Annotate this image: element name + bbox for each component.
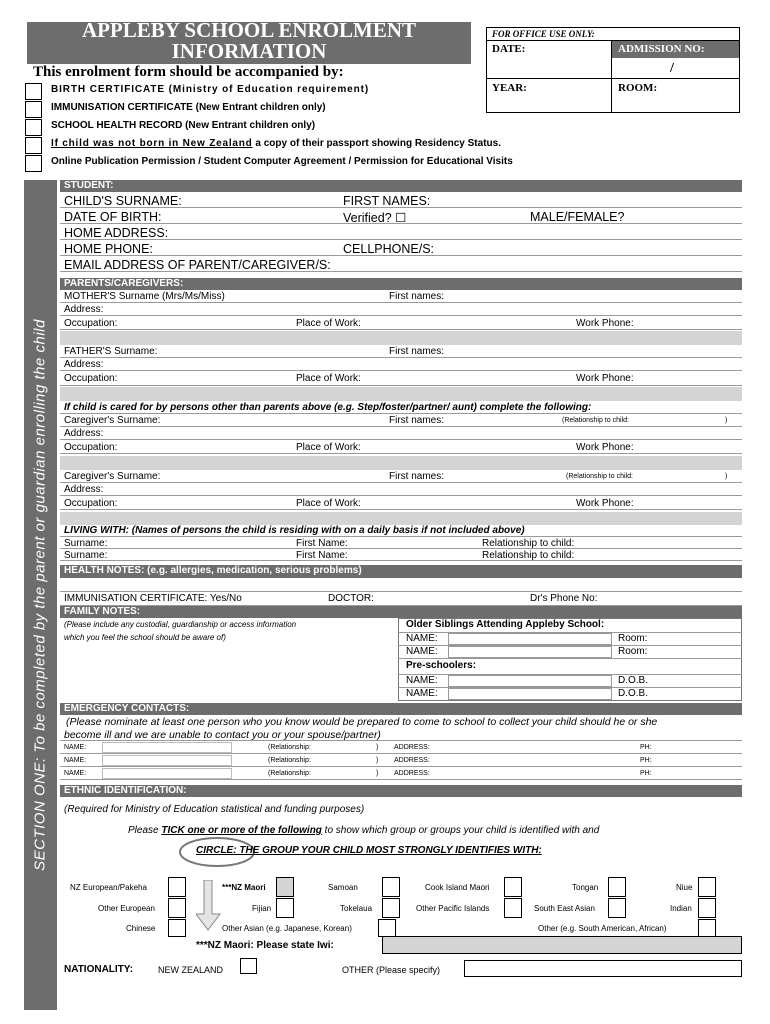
eth-niue-label: Niue — [676, 883, 693, 892]
caregiver1-surname-label: Caregiver's Surname: — [64, 415, 161, 426]
caregiver2-place-of-work-label: Place of Work: — [296, 498, 361, 509]
preschooler1-name-label: NAME: — [406, 675, 438, 686]
section-sidebar-text: SECTION ONE: To be completed by the parent or guardian enrolling the child — [31, 319, 49, 871]
emergency1-name-label: NAME: — [64, 744, 87, 751]
living1-relationship-label: Relationship to child: — [482, 538, 575, 549]
eth-indian-checkbox[interactable] — [698, 898, 716, 918]
cellphone-label: CELLPHONE/S: — [343, 242, 435, 256]
eth-se-asian-label: South East Asian — [534, 904, 595, 913]
emergency3-address-label: ADDRESS: — [394, 770, 430, 777]
eth-tongan-checkbox[interactable] — [608, 877, 626, 897]
ethnic-header: ETHNIC IDENTIFICATION: — [60, 785, 742, 797]
emergency2-relationship-label: (Relationship: — [268, 757, 311, 764]
nationality-other-field[interactable] — [464, 960, 742, 977]
father-address-label: Address: — [64, 359, 104, 370]
caregiver2-first-names-label: First names: — [389, 471, 445, 482]
parents-header: PARENTS/CAREGIVERS: — [60, 278, 742, 290]
emergency3-relationship-close: ) — [376, 770, 379, 777]
eth-other-pacific-label: Other Pacific Islands — [416, 904, 490, 913]
mother-occupation-label: Occupation: — [64, 318, 118, 329]
document-checkbox[interactable] — [25, 83, 42, 100]
office-date-label: DATE: — [492, 43, 526, 55]
enrolment-form — [60, 180, 742, 1010]
other-caregivers-note: If child is cared for by persons other than parents above (e.g. Step/foster/partner/ aunt) complete the following: — [64, 402, 592, 413]
father-first-names-label: First names: — [389, 346, 445, 357]
child-first-names-label: FIRST NAMES: — [343, 194, 431, 208]
iwi-field[interactable] — [382, 936, 742, 954]
document-label: BIRTH CERTIFICATE (Ministry of Education requirement) — [51, 84, 370, 95]
eth-tongan-label: Tongan — [572, 883, 599, 892]
living-with-header: LIVING WITH: (Names of persons the child is residing with on a daily basis if not included above) — [64, 525, 525, 536]
preschooler2-dob-label: D.O.B. — [618, 688, 649, 699]
eth-other-european-label: Other European — [98, 904, 155, 913]
caregiver2-relationship-close: ) — [725, 473, 728, 480]
emergency2-name-field[interactable] — [102, 755, 232, 766]
document-checkbox[interactable] — [25, 137, 42, 154]
eth-other-checkbox[interactable] — [698, 919, 716, 937]
office-room-label: ROOM: — [618, 82, 658, 94]
emergency1-name-field[interactable] — [102, 742, 232, 753]
eth-chinese-label: Chinese — [126, 924, 156, 933]
document-checkbox[interactable] — [25, 119, 42, 136]
sibling2-name-label: NAME: — [406, 646, 438, 657]
emergency2-address-label: ADDRESS: — [394, 757, 430, 764]
caregiver2-surname-label: Caregiver's Surname: — [64, 471, 161, 482]
eth-tokelaua-checkbox[interactable] — [382, 898, 400, 918]
email-label: EMAIL ADDRESS OF PARENT/CAREGIVER/S: — [64, 258, 331, 272]
eth-se-asian-checkbox[interactable] — [608, 898, 626, 918]
eth-nz-european-label: NZ European/Pakeha — [70, 883, 147, 892]
father-surname-label: FATHER'S Surname: — [64, 346, 158, 357]
eth-other-pacific-checkbox[interactable] — [504, 898, 522, 918]
preschooler2-name-label: NAME: — [406, 688, 438, 699]
section-sidebar — [24, 180, 57, 1010]
sibling2-name-field[interactable] — [448, 646, 612, 658]
father-occupation-label: Occupation: — [64, 373, 118, 384]
siblings-header: Older Siblings Attending Appleby School: — [406, 619, 605, 630]
other-specify-label: OTHER (Please specify) — [342, 965, 441, 975]
ethnic-tick-emphasis: TICK one or more of the following — [161, 825, 322, 836]
dob-verified-checkbox[interactable]: Verified? ☐ — [343, 211, 407, 225]
eth-other-asian-label: Other Asian (e.g. Japanese, Korean) — [222, 924, 352, 933]
eth-nz-european-checkbox[interactable] — [168, 877, 186, 897]
emergency-header: EMERGENCY CONTACTS: — [60, 703, 742, 715]
office-admission-slash: / — [670, 61, 674, 76]
health-notes-header: HEALTH NOTES: (e.g. allergies, medication, serious problems) — [60, 565, 742, 578]
nationality-label: NATIONALITY: — [64, 964, 134, 975]
form-title-line2: INFORMATION — [171, 39, 327, 63]
document-label-underlined: If child was not born in New Zealand — [51, 138, 253, 149]
eth-fijian-checkbox[interactable] — [276, 898, 294, 918]
caregiver1-occupation-label: Occupation: — [64, 442, 118, 453]
family-notes-line1: (Please include any custodial, guardianship or access information — [64, 620, 297, 629]
eth-samoan-checkbox[interactable] — [382, 877, 400, 897]
emergency-note-line1: (Please nominate at least one person who you know would be prepared to come to school to collect your child should he or she — [66, 716, 658, 728]
down-arrow-icon — [196, 880, 222, 932]
ethnic-note: (Required for Ministry of Education statistical and funding purposes) — [64, 804, 365, 815]
eth-nz-maori-checkbox[interactable] — [276, 877, 294, 897]
dob-label: DATE OF BIRTH: — [64, 210, 162, 224]
emergency1-address-label: ADDRESS: — [394, 744, 430, 751]
office-year-label: YEAR: — [492, 82, 527, 94]
mother-place-of-work-label: Place of Work: — [296, 318, 361, 329]
sibling1-name-label: NAME: — [406, 633, 438, 644]
form-subtitle: This enrolment form should be accompanied by: — [33, 64, 344, 80]
father-place-of-work-label: Place of Work: — [296, 373, 361, 384]
document-checkbox[interactable] — [25, 155, 42, 172]
living1-surname-label: Surname: — [64, 538, 108, 549]
caregiver2-address-label: Address: — [64, 484, 104, 495]
document-label: IMMUNISATION CERTIFICATE (New Entrant children only) — [51, 102, 326, 113]
eth-other-asian-checkbox[interactable] — [378, 919, 396, 937]
caregiver2-work-phone-label: Work Phone: — [576, 498, 634, 509]
new-zealand-label: NEW ZEALAND — [158, 965, 224, 975]
document-label-rest: a copy of their passport showing Residency Status. — [252, 138, 501, 149]
caregiver1-relationship-close: ) — [725, 417, 728, 424]
eth-other-label: Other (e.g. South American, African) — [538, 924, 667, 933]
living2-relationship-label: Relationship to child: — [482, 550, 575, 561]
emergency2-ph-label: PH: — [640, 757, 652, 764]
emergency3-name-label: NAME: — [64, 770, 87, 777]
document-label — [51, 138, 501, 149]
family-notes-header: FAMILY NOTES: — [60, 606, 742, 618]
caregiver1-place-of-work-label: Place of Work: — [296, 442, 361, 453]
student-header: STUDENT: — [60, 180, 742, 192]
preschoolers-header: Pre-schoolers: — [406, 660, 477, 671]
nationality-nz-checkbox[interactable] — [240, 958, 257, 974]
doctor-label: DOCTOR: — [328, 593, 374, 604]
preschooler2-name-field[interactable] — [448, 688, 612, 700]
emergency3-relationship-label: (Relationship: — [268, 770, 311, 777]
office-use-header: FOR OFFICE USE ONLY: — [492, 29, 595, 39]
form-title-line1: APPLEBY SCHOOL ENROLMENT — [81, 18, 417, 42]
preschooler1-dob-label: D.O.B. — [618, 675, 649, 686]
sibling1-name-field[interactable] — [448, 633, 612, 645]
iwi-label: ***NZ Maori: Please state Iwi: — [196, 940, 334, 951]
caregiver2-occupation-label: Occupation: — [64, 498, 118, 509]
ethnic-circle-instruction: CIRCLE: THE GROUP YOUR CHILD MOST STRONGLY IDENTIFIES WITH: — [196, 845, 542, 856]
eth-fijian-label: Fijian — [252, 904, 272, 913]
sibling2-room-label: Room: — [618, 646, 648, 657]
eth-tokelaua-label: Tokelaua — [340, 904, 373, 913]
living2-surname-label: Surname: — [64, 550, 108, 561]
sex-label: MALE/FEMALE? — [530, 210, 625, 224]
child-surname-label: CHILD'S SURNAME: — [64, 194, 182, 208]
sibling1-room-label: Room: — [618, 633, 648, 644]
preschooler1-name-field[interactable] — [448, 675, 612, 687]
eth-cook-island-checkbox[interactable] — [504, 877, 522, 897]
emergency-note-line2: become ill and we are unable to contact you or your spouse/partner) — [64, 729, 381, 741]
caregiver1-address-label: Address: — [64, 428, 104, 439]
emergency1-relationship-close: ) — [376, 744, 379, 751]
office-use-box — [486, 27, 740, 113]
emergency2-relationship-close: ) — [376, 757, 379, 764]
office-admission-label: ADMISSION NO: — [618, 43, 705, 55]
form-title-banner — [27, 18, 471, 64]
eth-cook-island-label: Cook Island Maori — [425, 883, 490, 892]
emergency3-name-field[interactable] — [102, 768, 232, 779]
eth-indian-label: Indian — [670, 904, 692, 913]
emergency1-ph-label: PH: — [640, 744, 652, 751]
family-notes-line2: which you feel the school should be aware of) — [64, 633, 226, 642]
eth-niue-checkbox[interactable] — [698, 877, 716, 897]
caregiver1-work-phone-label: Work Phone: — [576, 442, 634, 453]
father-work-phone-label: Work Phone: — [576, 373, 634, 384]
eth-other-european-checkbox[interactable] — [168, 898, 186, 918]
home-phone-label: HOME PHONE: — [64, 242, 153, 256]
living1-first-name-label: First Name: — [296, 538, 348, 549]
emergency3-ph-label: PH: — [640, 770, 652, 777]
document-label: SCHOOL HEALTH RECORD (New Entrant children only) — [51, 120, 316, 131]
mother-work-phone-label: Work Phone: — [576, 318, 634, 329]
mother-address-label: Address: — [64, 304, 104, 315]
dr-phone-label: Dr's Phone No: — [530, 593, 598, 604]
ethnic-tick-instruction: Please TICK one or more of the following to show which group or groups your child is identified with and — [128, 825, 600, 836]
caregiver2-relationship-label: (Relationship to child: — [566, 473, 633, 480]
mother-surname-label: MOTHER'S Surname (Mrs/Ms/Miss) — [64, 291, 225, 302]
document-label: Online Publication Permission / Student Computer Agreement / Permission for Educational Visits — [51, 156, 513, 167]
immunisation-label: IMMUNISATION CERTIFICATE: Yes/No — [64, 593, 242, 604]
emergency2-name-label: NAME: — [64, 757, 87, 764]
eth-samoan-label: Samoan — [328, 883, 358, 892]
document-checkbox[interactable] — [25, 101, 42, 118]
eth-nz-maori-label: ***NZ Maori — [222, 883, 266, 892]
caregiver1-first-names-label: First names: — [389, 415, 445, 426]
eth-chinese-checkbox[interactable] — [168, 919, 186, 937]
nationality-row — [64, 964, 133, 975]
home-address-label: HOME ADDRESS: — [64, 226, 169, 240]
mother-first-names-label: First names: — [389, 291, 445, 302]
caregiver1-relationship-label: (Relationship to child: — [562, 417, 629, 424]
living2-first-name-label: First Name: — [296, 550, 348, 561]
emergency1-relationship-label: (Relationship: — [268, 744, 311, 751]
